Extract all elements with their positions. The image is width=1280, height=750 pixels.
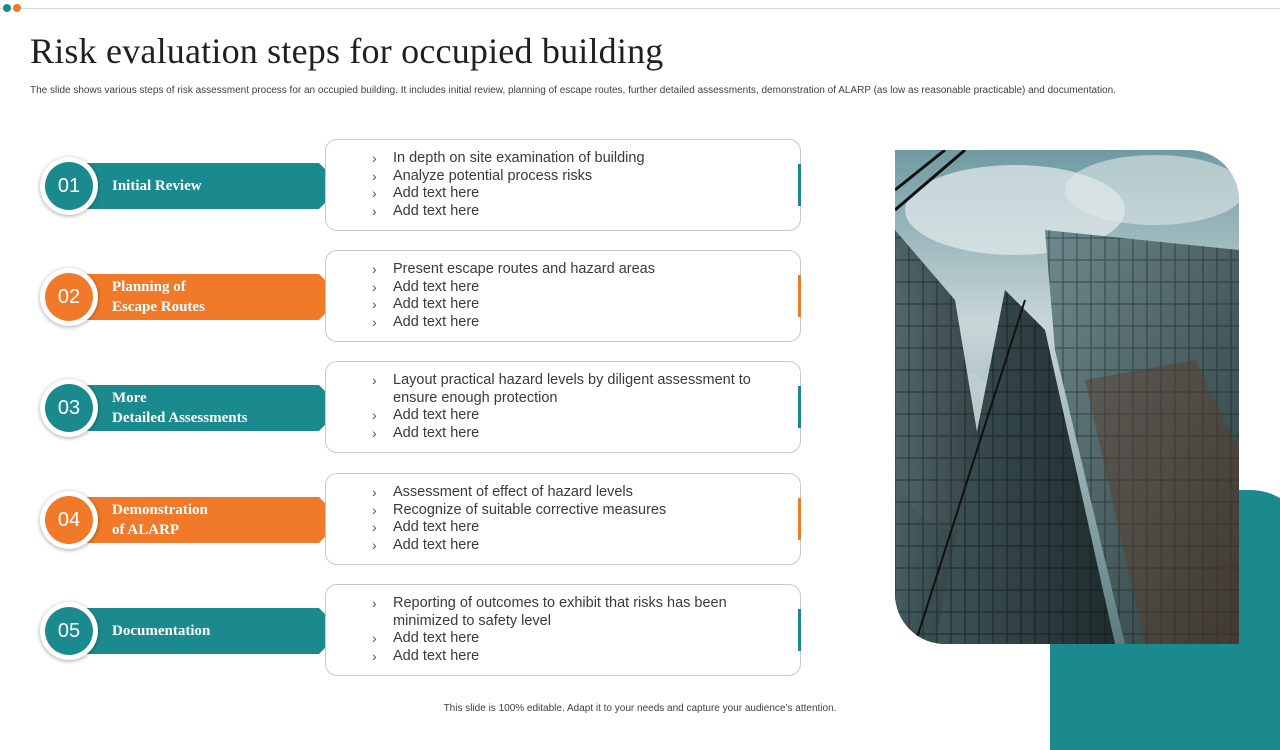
chevron-right-icon: › (372, 278, 377, 295)
step-02 (40, 267, 310, 327)
step-number-badge (40, 157, 98, 215)
chevron-right-icon: › (372, 203, 377, 220)
chevron-right-icon: › (372, 595, 377, 611)
teal-dot-icon (3, 4, 11, 12)
step-label: Demonstration of ALARP (112, 502, 208, 538)
step-number: 02 (45, 273, 93, 321)
card-accent-bar (798, 498, 801, 540)
bullet-item (372, 648, 752, 666)
chevron-right-icon: › (372, 425, 377, 442)
bullet-text: Add text here (393, 425, 480, 442)
page-subtitle: The slide shows various steps of risk assessment process for an occupied building. It includes initial review, planning of escape routes, further detailed assessments, demonstration of ALARP (as low as reasonable practicable) and documentation. (30, 85, 1116, 96)
card-accent-bar (798, 386, 801, 428)
bullet-text: Analyze potential process risks (393, 167, 593, 184)
bullet-item (372, 484, 752, 502)
bullet-item (372, 314, 752, 332)
footer-note: This slide is 100% editable. Adapt it to your needs and capture your audience’s attention. (443, 703, 837, 714)
bullet-item (372, 502, 752, 520)
step-04 (40, 490, 310, 550)
chevron-right-icon: › (372, 519, 377, 536)
step-01 (40, 156, 310, 216)
bullet-text: Assessment of effect of hazard levels (393, 484, 633, 500)
bullet-text: Add text here (393, 185, 480, 202)
chevron-right-icon: › (372, 648, 377, 665)
bullet-text: Add text here (393, 203, 480, 220)
step-03 (40, 378, 310, 438)
step-number-badge (40, 268, 98, 326)
bullet-list (372, 595, 752, 666)
step-number-badge (40, 491, 98, 549)
bullet-item (372, 372, 752, 407)
chevron-right-icon: › (372, 150, 377, 166)
step-05 (40, 601, 310, 661)
glass-skyscraper-photo (895, 150, 1239, 644)
chevron-right-icon: › (372, 501, 377, 518)
step-label: Initial Review (112, 178, 202, 194)
chevron-right-icon: › (372, 630, 377, 647)
bullet-text: Add text here (393, 630, 480, 647)
bullet-text: Add text here (393, 407, 480, 424)
bullet-item (372, 185, 752, 203)
chevron-right-icon: › (372, 185, 377, 202)
bullet-text: Add text here (393, 278, 480, 295)
chevron-right-icon: › (372, 537, 377, 554)
bullet-text: Layout practical hazard levels by diligent assessment to ensure enough protection (393, 372, 751, 406)
chevron-right-icon: › (372, 484, 377, 500)
bullet-text: Add text here (393, 537, 480, 554)
step-details-card (325, 250, 801, 342)
chevron-right-icon: › (372, 167, 377, 184)
bullet-item (372, 630, 752, 648)
bullet-list (372, 372, 752, 443)
orange-dot-icon (13, 4, 21, 12)
bullet-text: Add text here (393, 519, 480, 536)
step-details-card (325, 361, 801, 453)
step-number: 05 (45, 607, 93, 655)
bullet-text: Add text here (393, 296, 480, 313)
chevron-right-icon: › (372, 261, 377, 277)
bullet-item (372, 425, 752, 443)
bullet-text: Recognize of suitable corrective measures (393, 501, 667, 518)
step-number: 03 (45, 384, 93, 432)
step-number-badge (40, 602, 98, 660)
step-label: Documentation (112, 623, 211, 639)
chevron-right-icon: › (372, 407, 377, 424)
bullet-item (372, 168, 752, 186)
chevron-right-icon: › (372, 372, 377, 388)
bullet-text: Add text here (393, 648, 480, 665)
bullet-item (372, 595, 752, 630)
bullet-list (372, 150, 752, 221)
chevron-right-icon: › (372, 314, 377, 331)
bullet-item (372, 279, 752, 297)
building-photo (895, 150, 1239, 644)
step-label: Planning of Escape Routes (112, 279, 205, 315)
chevron-right-icon: › (372, 296, 377, 313)
bullet-item (372, 537, 752, 555)
step-details-card (325, 139, 801, 231)
bullet-text: Add text here (393, 314, 480, 331)
bullet-list (372, 484, 752, 555)
step-number: 04 (45, 496, 93, 544)
bullet-list (372, 261, 752, 332)
step-number-badge (40, 379, 98, 437)
step-details-card (325, 473, 801, 565)
step-details-card (325, 584, 801, 676)
page-title: Risk evaluation steps for occupied building (30, 31, 664, 71)
bullet-item (372, 203, 752, 221)
bullet-item (372, 261, 752, 279)
bullet-text: In depth on site examination of building (393, 150, 645, 166)
top-divider (0, 8, 1280, 9)
step-label: More Detailed Assessments (112, 390, 248, 426)
bullet-item (372, 519, 752, 537)
step-number: 01 (45, 162, 93, 210)
bullet-text: Reporting of outcomes to exhibit that risks has been minimized to safety level (393, 595, 727, 629)
card-accent-bar (798, 164, 801, 206)
bullet-item (372, 296, 752, 314)
bullet-text: Present escape routes and hazard areas (393, 261, 655, 277)
card-accent-bar (798, 275, 801, 317)
bullet-item (372, 150, 752, 168)
bullet-item (372, 407, 752, 425)
card-accent-bar (798, 609, 801, 651)
